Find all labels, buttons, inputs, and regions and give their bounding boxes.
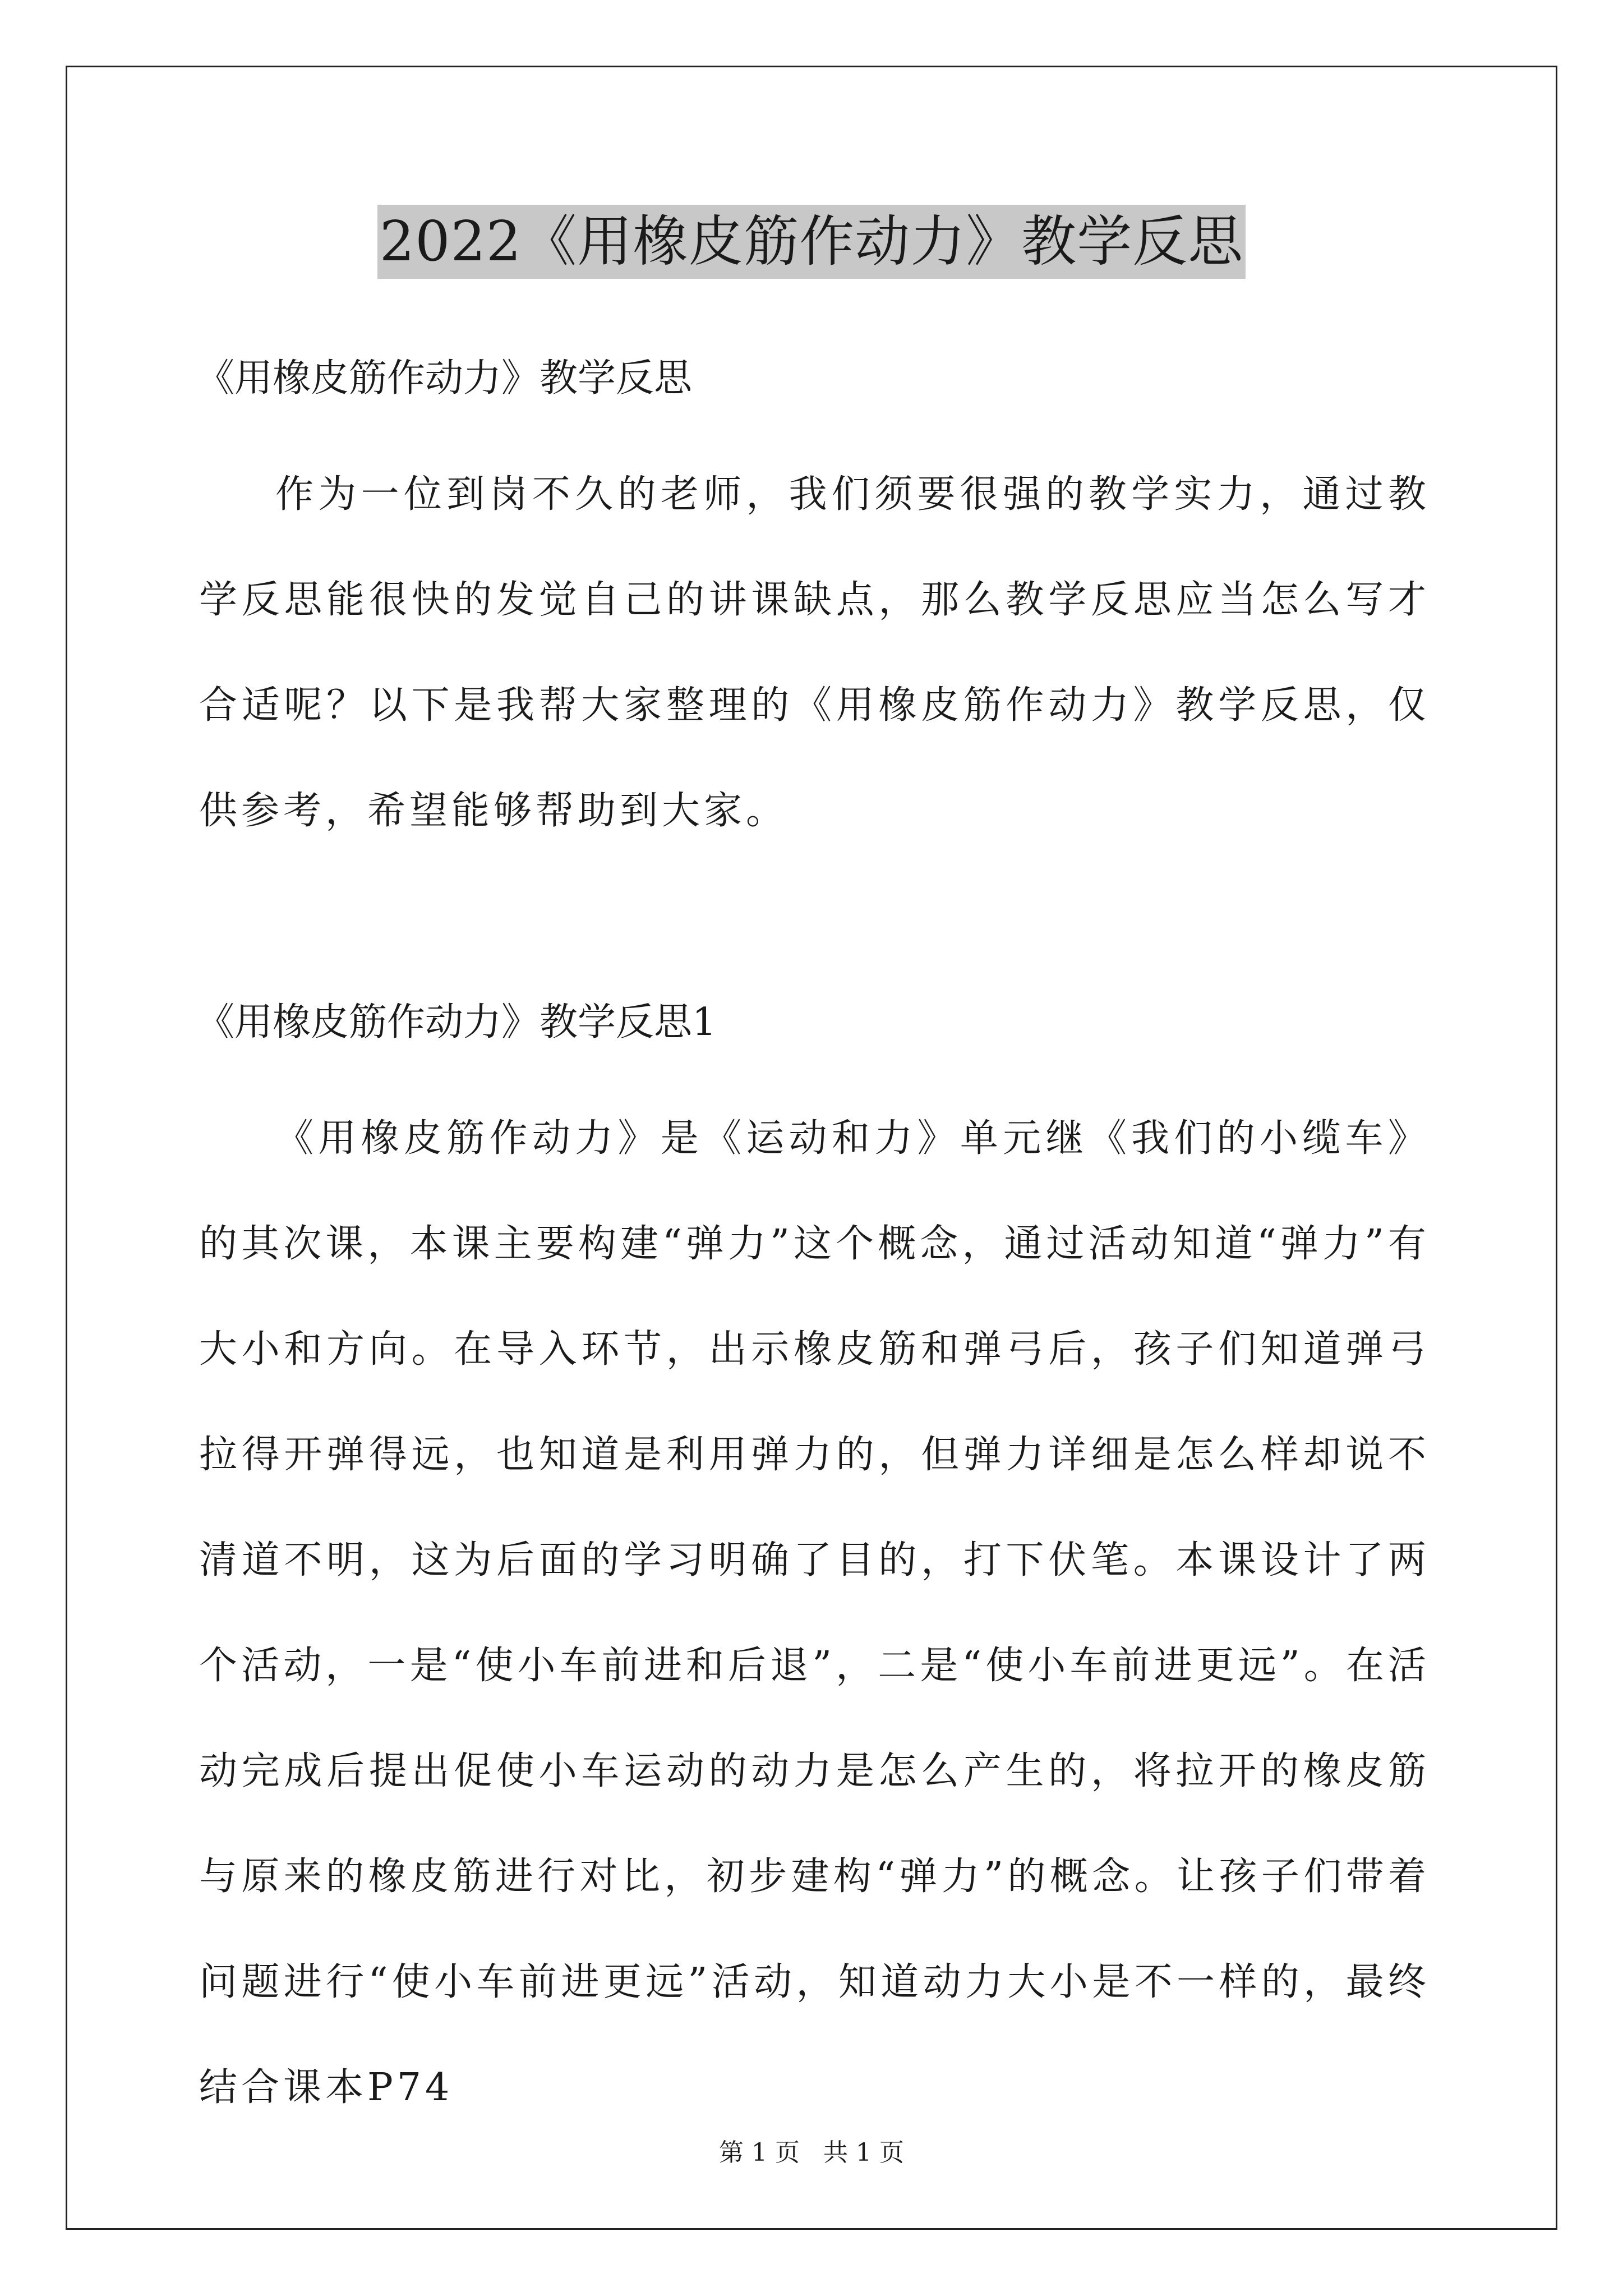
intro-heading: 《用橡皮筋作动力》教学反思 <box>196 356 693 401</box>
document-title: 2022《用橡皮筋作动力》教学反思 <box>377 205 1246 279</box>
page-footer: 第 1 页 共 1 页 <box>719 2138 904 2167</box>
intro-paragraph: 作为一位到岗不久的老师，我们须要很强的教学实力，通过教学反思能很快的发觉自己的讲课缺点，那么教学反思应当怎么写才合适呢？以下是我帮大家整理的《用橡皮筋作动力》教学反思，仅供参考，希望能够帮助到大家。 <box>199 472 1430 833</box>
section-1-paragraph: 《用橡皮筋作动力》是《运动和力》单元继《我们的小缆车》的其次课，本课主要构建“弹力”这个概念，通过活动知道“弹力”有大小和方向。在导入环节，出示橡皮筋和弹弓后，孩子们知道弹弓拉得开弹得远，也知道是利用弹力的，但弹力详细是怎么样却说不清道不明，这为后面的学习明确了目的，打下伏笔。本课设计了两个活动，一是“使小车前进和后退”，二是“使小车前进更远”。在活动完成后提出促使小车运动的动力是怎么产生的，将拉开的橡皮筋与原来的橡皮筋进行对比，初步建构“弹力”的概念。让孩子们带着问题进行“使小车前进更远”活动，知道动力大小是不一样的，最终结合课本P74 <box>199 1116 1430 2110</box>
section-1-heading: 《用橡皮筋作动力》教学反思1 <box>196 1000 717 1045</box>
title-container <box>0 205 1623 279</box>
